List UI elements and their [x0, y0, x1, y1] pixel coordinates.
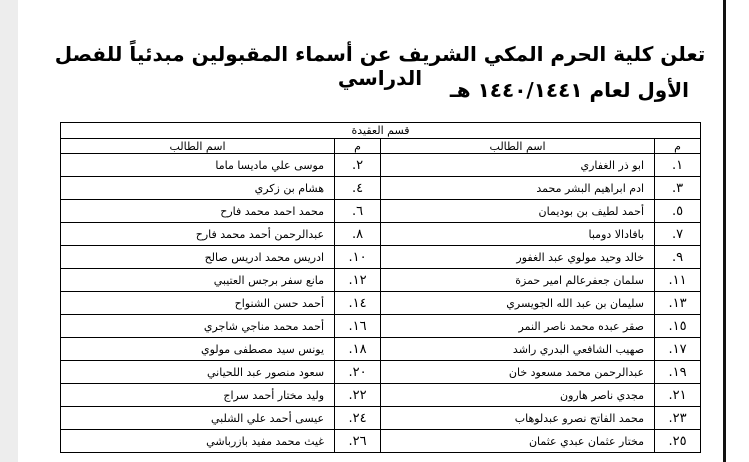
student-name: محمد الفاتح نصرو عبدلوهاب	[381, 407, 655, 430]
student-number: ٢.	[335, 154, 381, 177]
student-name: أحمد لطيف بن بوديمان	[381, 200, 655, 223]
accepted-students-table	[60, 122, 701, 453]
table-row	[61, 223, 701, 246]
student-number: ١٢.	[335, 269, 381, 292]
student-number: ٢٤.	[335, 407, 381, 430]
student-name: سلمان جعفرعالم امير حمزة	[381, 269, 655, 292]
student-number: ١١.	[655, 269, 701, 292]
student-number: ١٩.	[655, 361, 701, 384]
student-name: سليمان بن عبد الله الجويسري	[381, 292, 655, 315]
student-name: موسى علي ماديسا ماما	[61, 154, 335, 177]
student-name: صهيب الشافعي البدري راشد	[381, 338, 655, 361]
student-number: ٩.	[655, 246, 701, 269]
page-edge-left	[0, 0, 18, 462]
department-name: قسم العقيدة	[61, 123, 701, 139]
student-number: ١٣.	[655, 292, 701, 315]
table-row	[61, 361, 701, 384]
student-name: أحمد حسن الشنواح	[61, 292, 335, 315]
student-name: ابو ذر الغفاري	[381, 154, 655, 177]
student-name: ادريس محمد ادريس صالح	[61, 246, 335, 269]
student-number: ١٤.	[335, 292, 381, 315]
page-edge-right	[723, 0, 726, 462]
column-header-student-name: اسم الطالب	[381, 139, 655, 154]
announcement-title-line2: الأول لعام ١٤٤٠/١٤٤١ هـ	[449, 78, 689, 102]
student-number: ٦.	[335, 200, 381, 223]
table-row	[61, 292, 701, 315]
student-name: عيسى أحمد علي الشلبي	[61, 407, 335, 430]
column-header-number: م	[655, 139, 701, 154]
announcement-title-line1: تعلن كلية الحرم المكي الشريف عن أسماء المقبولين مبدئياً للفصل الدراسي	[54, 42, 706, 90]
student-name: مختار عثمان عبدي عثمان	[381, 430, 655, 453]
student-name: ادم ابراهيم البشر محمد	[381, 177, 655, 200]
table-row	[61, 384, 701, 407]
student-number: ٢٠.	[335, 361, 381, 384]
student-number: ١٥.	[655, 315, 701, 338]
table-row	[61, 200, 701, 223]
student-number: ٢٢.	[335, 384, 381, 407]
student-name: خالد وحيد مولوي عبد الغفور	[381, 246, 655, 269]
table-row	[61, 430, 701, 453]
table-row	[61, 269, 701, 292]
department-row	[61, 123, 701, 139]
student-name: هشام بن زكري	[61, 177, 335, 200]
student-name: بافادالا دومبا	[381, 223, 655, 246]
student-name: عبدالرحمن محمد مسعود خان	[381, 361, 655, 384]
student-number: ٤.	[335, 177, 381, 200]
student-name: غيث محمد مفيد بازرباشي	[61, 430, 335, 453]
student-name: مجدي ناصر هارون	[381, 384, 655, 407]
student-number: ٥.	[655, 200, 701, 223]
student-number: ٧.	[655, 223, 701, 246]
student-number: ٢٣.	[655, 407, 701, 430]
student-name: محمد احمد محمد فارح	[61, 200, 335, 223]
table-row	[61, 338, 701, 361]
table-row	[61, 154, 701, 177]
student-number: ٢٥.	[655, 430, 701, 453]
student-name: صقر عبده محمد ناصر النمر	[381, 315, 655, 338]
student-number: ١.	[655, 154, 701, 177]
student-number: ٣.	[655, 177, 701, 200]
student-name: عبدالرحمن أحمد محمد فارح	[61, 223, 335, 246]
column-header-row	[61, 139, 701, 154]
student-number: ١٨.	[335, 338, 381, 361]
student-name: مانع سفر برجس العتيبي	[61, 269, 335, 292]
student-number: ١٠.	[335, 246, 381, 269]
table-row	[61, 177, 701, 200]
student-number: ١٦.	[335, 315, 381, 338]
student-number: ١٧.	[655, 338, 701, 361]
table-body	[61, 154, 701, 453]
column-header-number: م	[335, 139, 381, 154]
student-name: وليد مختار أحمد سراج	[61, 384, 335, 407]
table-row	[61, 315, 701, 338]
student-number: ٢٦.	[335, 430, 381, 453]
student-name: أحمد محمد مناجي شاجري	[61, 315, 335, 338]
table-row	[61, 407, 701, 430]
student-name: سعود منصور عبد اللحياني	[61, 361, 335, 384]
column-header-student-name: اسم الطالب	[61, 139, 335, 154]
student-number: ٨.	[335, 223, 381, 246]
student-number: ٢١.	[655, 384, 701, 407]
table-row	[61, 246, 701, 269]
student-name: يونس سيد مصطفى مولوي	[61, 338, 335, 361]
